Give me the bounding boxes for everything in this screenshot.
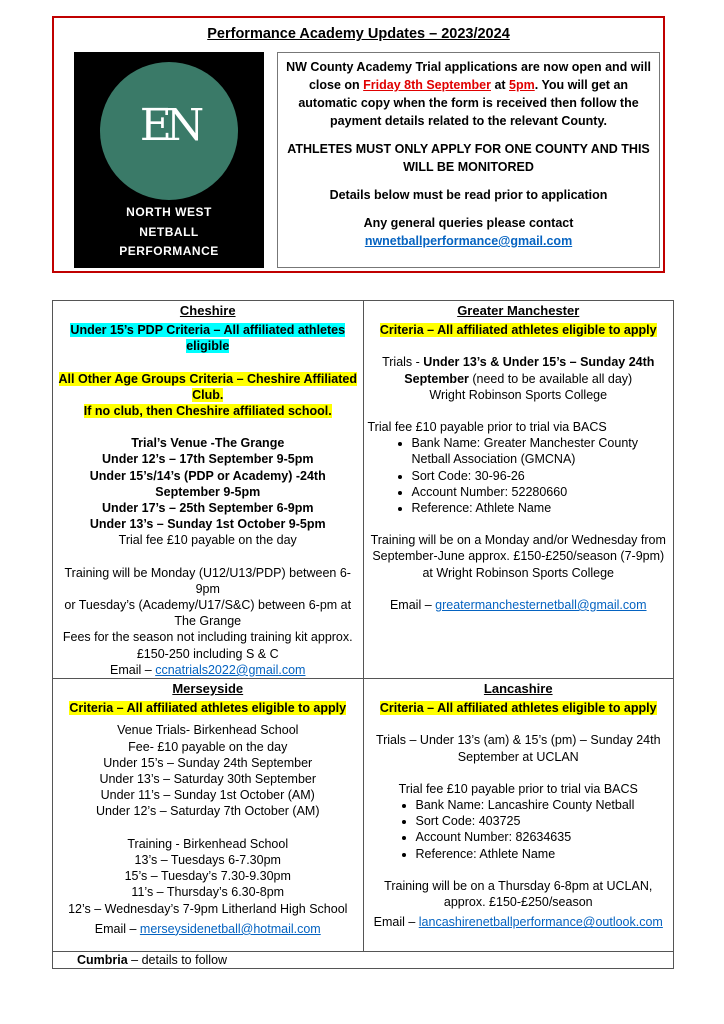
merseyside-line: Under 11’s – Sunday 1st October (AM): [100, 788, 315, 803]
cheshire-email-link[interactable]: ccnatrials2022@gmail.com: [155, 662, 306, 677]
gm-trials-note: (need to be available all day): [468, 371, 633, 386]
gm-bank-item: • Sort Code: 30-96-26: [412, 468, 670, 484]
county-heading-greater-manchester: Greater Manchester: [457, 303, 580, 318]
lancashire-bank-item: • Reference: Athlete Name: [416, 846, 670, 862]
cheshire-trial-date: Under 13’s – Sunday 1st October 9-5pm: [89, 517, 326, 532]
merseyside-training: Training - Birkenhead School: [127, 836, 289, 851]
cheshire-criteria: All Other Age Groups Criteria – Cheshire Affiliated Club.: [58, 371, 357, 402]
north-west-netball-logo: [74, 52, 264, 268]
cheshire-venue: Trial’s Venue -The Grange: [131, 436, 285, 451]
merseyside-line: Under 15’s – Sunday 24th September: [103, 755, 313, 770]
cheshire-fee: Trial fee £10 payable on the day: [118, 533, 297, 548]
cheshire-fees: Fees for the season not including training kit approx. £150-250 including S & C: [62, 630, 353, 661]
cheshire-trial-date: Under 15’s/14’s (PDP or Academy) -24th September 9-5pm: [89, 468, 326, 499]
lancashire-trials: Trials – Under 13’s (am) & 15’s (pm) – Sunday 24th September at UCLAN: [375, 733, 661, 764]
gm-bank-item: • Reference: Athlete Name: [412, 500, 670, 516]
lancashire-email-line: [368, 914, 670, 930]
notice-text: . You will get an automatic copy when the form is received then follow the payment details related to the relevant County.: [298, 78, 639, 128]
merseyside-training: 11’s – Thursday’s 6.30-8pm: [131, 885, 285, 900]
merseyside-training: 12’s – Wednesday’s 7-9pm Litherland High School: [68, 901, 348, 916]
county-table: [52, 300, 674, 969]
closing-time: 5pm: [509, 78, 535, 92]
logo-line2: NETBALL: [139, 225, 199, 239]
merseyside-email-link[interactable]: merseysidenetball@hotmail.com: [139, 921, 321, 936]
header-box: [52, 16, 665, 273]
gm-email-line: [368, 597, 670, 613]
county-heading-merseyside: Merseyside: [172, 681, 244, 697]
cheshire-trial-date: Under 17’s – 25th September 6-9pm: [102, 501, 314, 516]
email-label: Email –: [389, 597, 436, 612]
gm-trials: [368, 354, 670, 386]
cheshire-training: Training will be Monday (U12/U13/PDP) between 6-9pm: [64, 565, 351, 596]
email-label: Email –: [373, 915, 419, 930]
lancashire-bank-item: • Account Number: 82634635: [416, 829, 670, 845]
email-label: Email –: [94, 921, 140, 936]
lancashire-email-link[interactable]: lancashirenetballperformance@outlook.com: [418, 915, 663, 930]
contact-text: Any general queries please contact: [363, 216, 574, 230]
lancashire-bank-item: • Sort Code: 403725: [416, 813, 670, 829]
logo-line3: PERFORMANCE: [119, 244, 219, 258]
lancashire-bank-item: • Bank Name: Lancashire County Netball: [416, 797, 670, 813]
page-title: Performance Academy Updates – 2023/2024: [207, 26, 510, 42]
cumbria-label: Cumbria: [77, 953, 128, 968]
gm-email-link[interactable]: greatermanchesternetball@gmail.com: [435, 597, 647, 612]
merseyside-criteria: Criteria – All affiliated athletes eligible to apply: [69, 701, 347, 716]
merseyside-line: Under 13’s – Saturday 30th September: [99, 772, 317, 787]
logo-line1: NORTH WEST: [126, 205, 212, 219]
lancashire-training: Training will be on a Thursday 6-8pm at UCLAN, approx. £150-£250/season: [384, 878, 653, 910]
lancashire-fee: Trial fee £10 payable prior to trial via BACS: [398, 781, 638, 796]
county-heading-lancashire: Lancashire: [483, 681, 553, 697]
notice-warning: ATHLETES MUST ONLY APPLY FOR ONE COUNTY AND THIS WILL BE MONITORED: [287, 142, 650, 174]
gm-trials-label: Trials -: [382, 355, 424, 370]
gm-bank-item: • Account Number: 52280660: [412, 484, 670, 500]
cheshire-cell: [53, 301, 364, 679]
merseyside-line: Fee- £10 payable on the day: [128, 739, 288, 754]
merseyside-cell: [53, 679, 364, 952]
notice-contact: [286, 214, 651, 250]
cheshire-trial-date: Under 12’s – 17th September 9-5pm: [102, 452, 314, 467]
cheshire-email-line: [57, 662, 359, 678]
notice-text: NW County Academy Trial applications are now open and will close on: [286, 60, 651, 92]
cheshire-training: or Tuesday’s (Academy/U17/S&C) between 6-pm at The Grange: [64, 598, 352, 629]
merseyside-line: Under 12’s – Saturday 7th October (AM): [96, 804, 320, 819]
gm-bank-item: • Bank Name: Greater Manchester County Netball Association (GMCNA): [412, 435, 670, 467]
gm-bank-details: [368, 435, 670, 516]
email-label: Email –: [110, 662, 156, 677]
cumbria-text: – details to follow: [127, 953, 228, 968]
gm-fee: Trial fee £10 payable prior to trial via BACS: [367, 420, 607, 435]
notice-paragraph-1: [286, 58, 651, 130]
merseyside-training: 15’s – Tuesday’s 7.30-9.30pm: [124, 869, 291, 884]
lancashire-cell: [363, 679, 674, 952]
merseyside-email-line: [57, 921, 359, 937]
notice-paragraph-3: Details below must be read prior to application: [329, 188, 608, 202]
gm-venue: Wright Robinson Sports College: [429, 387, 608, 402]
county-heading-cheshire: Cheshire: [179, 303, 236, 318]
cumbria-row: [53, 952, 674, 969]
gm-training: Training will be on a Monday and/or Wednesday from September-June approx. £150-£250/season (7-9pm) at Wright Robinson Sports College: [370, 533, 666, 580]
greater-manchester-cell: [363, 301, 674, 679]
merseyside-training: 13’s – Tuesdays 6-7.30pm: [134, 852, 281, 867]
logo-monogram: EN: [139, 100, 199, 151]
logo-text: [74, 202, 264, 242]
logo-circle: [100, 62, 238, 200]
gm-criteria: Criteria – All affiliated athletes eligible to apply: [379, 323, 657, 338]
lancashire-criteria: Criteria – All affiliated athletes eligible to apply: [379, 701, 657, 716]
gm-trials-date: Under 13’s & Under 15’s – Sunday 24th September: [404, 355, 655, 386]
cheshire-criteria-school: If no club, then Cheshire affiliated school.: [83, 404, 332, 419]
lancashire-bank-details: [368, 797, 670, 862]
closing-date: Friday 8th September: [363, 78, 491, 92]
merseyside-line: Venue Trials- Birkenhead School: [117, 723, 299, 738]
notice-text: at: [490, 78, 510, 92]
cheshire-pdp-criteria: Under 15’s PDP Criteria – All affiliated athletes eligible: [70, 323, 346, 354]
contact-email-link[interactable]: nwnetballperformance@gmail.com: [364, 234, 573, 248]
notice-box: [277, 52, 660, 268]
